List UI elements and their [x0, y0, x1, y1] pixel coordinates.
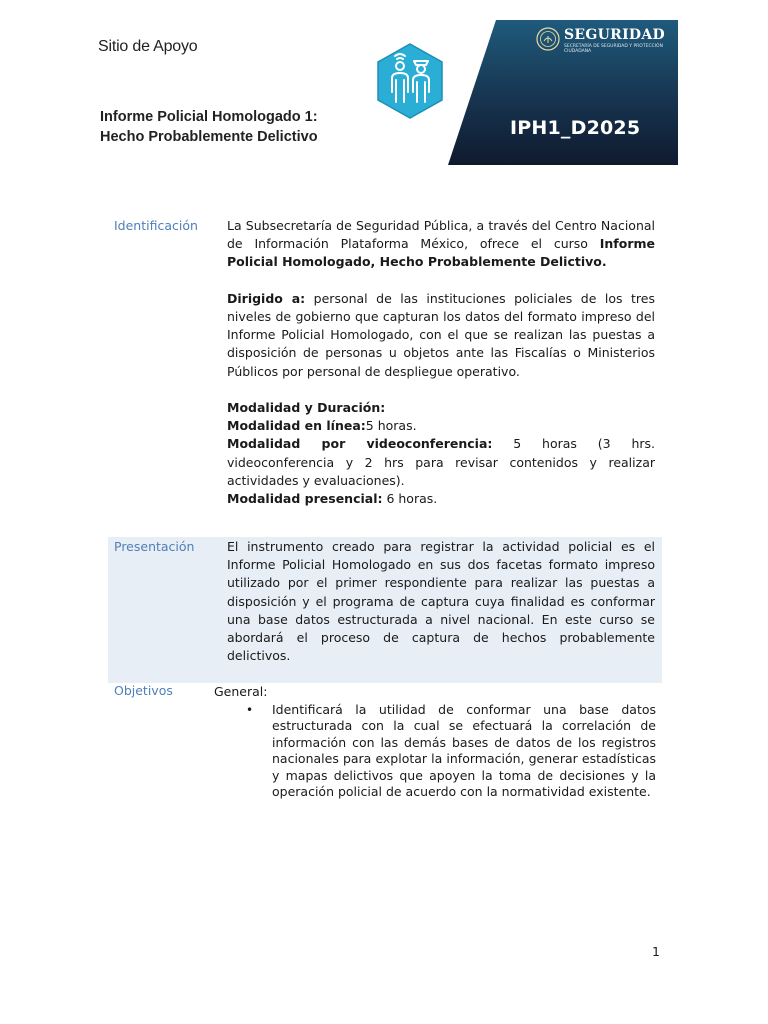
- section-label: Presentación: [114, 539, 195, 554]
- objective-text: Identificará la utilidad de conformar una base datos estructurada con la cual se efectuará la correlación de información con las demás bases de datos de los registros nacionales para explotar la información, generar estadísticas y mapas delictivos que apoyen la toma de decisiones y la operación policial de acuerdo con la normatividad existente.: [272, 702, 656, 800]
- national-seal-icon: [536, 27, 560, 51]
- modalidad-presencial: Modalidad presencial: 6 horas.: [227, 491, 438, 507]
- audience-paragraph: [227, 290, 655, 381]
- course-title-line2: Hecho Probablemente Delictivo: [100, 129, 318, 145]
- presentation-paragraph: El instrumento creado para registrar la actividad policial es el Informe Policial Homologado en sus dos facetas formato impreso utilizado por el primer respondiente para realizar las puestas a disposición y el programa de captura cuya finalidad es conformar una base datos estructurada a nivel nacional. En este curso se abordará el proceso de captura de hechos probablemente delictivos.: [227, 539, 655, 664]
- bullet-icon: •: [246, 703, 254, 717]
- objective-list: [246, 702, 656, 800]
- course-name-bold: Informe Policial Homologado, Hecho Probablemente Delictivo.: [227, 236, 655, 270]
- brand-name: SEGURIDAD: [564, 27, 665, 43]
- section-identificacion: [108, 214, 662, 534]
- brand-subtitle: SECRETARÍA DE SEGURIDAD Y PROTECCIÓN CIUDADANA: [564, 44, 663, 54]
- audience-text: personal de las instituciones policiales de los tres niveles de gobierno que capturan los datos del formato impreso del Informe Policial Homologado, con el que se realizan las puestas a disposición de personas u objetos ante las Fiscalías o Ministerios Públicos por personal de despliegue operativo.: [227, 290, 655, 379]
- site-title: Sitio de Apoyo: [98, 38, 198, 55]
- section-presentacion: [108, 537, 662, 683]
- general-objective-label: General:: [214, 684, 268, 699]
- course-title-line1: Informe Policial Homologado 1:: [100, 109, 318, 125]
- page-number: 1: [652, 944, 660, 959]
- intro-text: La Subsecretaría de Seguridad Pública, a través del Centro Nacional de Información Plataforma México, ofrece el curso: [227, 218, 655, 252]
- section-label: Objetivos: [114, 683, 173, 698]
- police-officer-hex-icon: [375, 42, 445, 120]
- modalidad-linea: Modalidad en línea:5 horas.: [227, 418, 417, 434]
- intro-paragraph: [227, 217, 655, 272]
- brand-logo: [536, 26, 665, 54]
- modalidad-heading: Modalidad y Duración:: [227, 400, 386, 415]
- list-item: [246, 702, 656, 800]
- section-label: Identificación: [114, 218, 198, 233]
- audience-label: Dirigido a:: [227, 290, 306, 306]
- course-title: [100, 107, 318, 147]
- section-content: [227, 538, 655, 665]
- course-code: IPH1_D2025: [510, 117, 641, 139]
- modalidad-video: Modalidad por videoconferencia: 5 horas (3 hrs. videoconferencia y 2 hrs para revisar contenidos y realizar actividades y evaluaciones).: [227, 436, 655, 488]
- section-content: [227, 217, 655, 508]
